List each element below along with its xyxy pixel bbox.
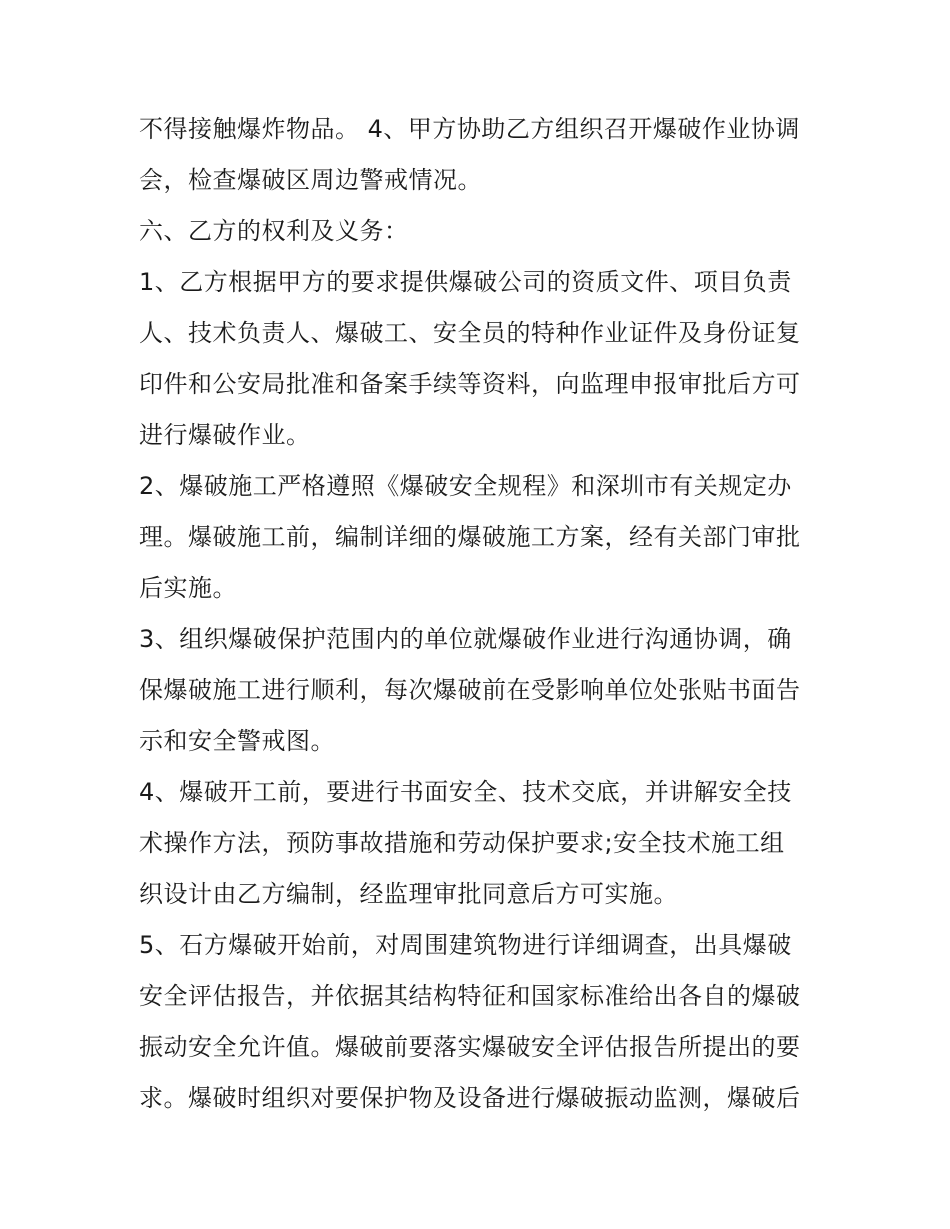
text-line: 4、爆破开工前，要进行书面安全、技术交底，并讲解安全技 xyxy=(139,778,792,806)
text-line: 后实施。 xyxy=(139,574,237,602)
text-line: 2、爆破施工严格遵照《爆破安全规程》和深圳市有关规定办 xyxy=(139,472,792,500)
text-line: 求。爆破时组织对要保护物及设备进行爆破振动监测，爆破后 xyxy=(139,1084,801,1112)
text-line: 人、技术负责人、爆破工、安全员的特种作业证件及身份证复 xyxy=(139,319,801,347)
text-line: 不得接触爆炸物品。 4、甲方协助乙方组织召开爆破作业协调 xyxy=(139,115,800,143)
text-line: 振动安全允许值。爆破前要落实爆破安全评估报告所提出的要 xyxy=(139,1033,801,1061)
text-line: 织设计由乙方编制，经监理审批同意后方可实施。 xyxy=(139,880,678,908)
text-line: 印件和公安局批准和备案手续等资料，向监理申报审批后方可 xyxy=(139,370,801,398)
text-line: 保爆破施工进行顺利，每次爆破前在受影响单位处张贴书面告 xyxy=(139,676,801,704)
text-line: 理。爆破施工前，编制详细的爆破施工方案，经有关部门审批 xyxy=(139,523,801,551)
text-line: 3、组织爆破保护范围内的单位就爆破作业进行沟通协调，确 xyxy=(139,625,792,653)
text-line: 进行爆破作业。 xyxy=(139,421,311,449)
text-line: 会，检查爆破区周边警戒情况。 xyxy=(139,166,482,194)
text-line: 安全评估报告，并依据其结构特征和国家标准给出各自的爆破 xyxy=(139,982,801,1010)
text-line: 1、乙方根据甲方的要求提供爆破公司的资质文件、项目负责 xyxy=(139,268,792,296)
section-heading: 六、乙方的权利及义务： xyxy=(139,217,409,245)
text-line: 5、石方爆破开始前，对周围建筑物进行详细调查，出具爆破 xyxy=(139,931,792,959)
text-line: 术操作方法，预防事故措施和劳动保护要求;安全技术施工组 xyxy=(139,829,785,857)
text-line: 示和安全警戒图。 xyxy=(139,727,335,755)
